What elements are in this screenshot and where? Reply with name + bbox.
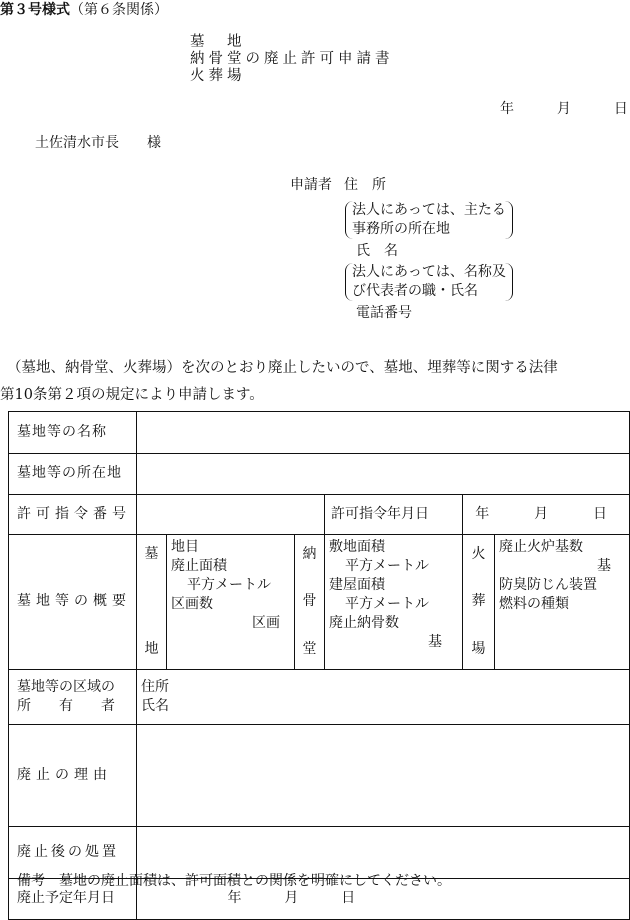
facility-location-label: 墓地等の所在地 (9, 454, 137, 495)
ossuary-vertical-top: 納 (302, 546, 317, 562)
reason-label: 廃止の理由 (9, 725, 137, 827)
cemetery-details[interactable] (167, 535, 295, 670)
crematorium-deodorizer: 防臭防じん装置 (499, 577, 597, 593)
address-note-line1: 法人にあっては、主たる (352, 202, 506, 218)
facility-name-label: 墓地等の名称 (9, 412, 137, 454)
address-note (345, 201, 513, 239)
table-row (9, 412, 630, 454)
crematorium-vertical-mid: 葬 (471, 593, 486, 610)
footnote: 備考 墓地の廃止面積は、許可面積との関係を明確にしてください。 (17, 873, 451, 889)
scheduled-date-year: 年 (227, 890, 242, 907)
ossuary-count-unit: 基 (428, 634, 442, 650)
article-reference: （第６条関係） (70, 2, 168, 18)
applicant-name-label: 氏 名 (356, 243, 398, 259)
name-note-line1: 法人にあっては、名称及 (352, 264, 506, 280)
owner-name-label: 氏名 (141, 698, 169, 714)
title-line-main: 納骨堂の廃止許可申請書 (190, 51, 394, 67)
scheduled-date-day: 日 (341, 890, 356, 907)
form-header (0, 2, 168, 20)
cemetery-abolished-area: 廃止面積 (171, 558, 227, 574)
applicant-address-label: 住 所 (344, 177, 386, 193)
scheduled-date-month: 月 (284, 890, 299, 907)
ossuary-details[interactable] (325, 535, 463, 670)
crematorium-vertical-bottom: 場 (471, 640, 486, 657)
date-day: 日 (613, 101, 628, 117)
applicant-label-row (290, 177, 386, 195)
cemetery-vertical-top: 墓 (144, 546, 159, 562)
name-note (345, 263, 513, 301)
permit-date-field[interactable] (463, 495, 630, 535)
overview-label: 墓地等の概要 (9, 535, 137, 670)
table-row (9, 495, 630, 535)
crematorium-fuel-type: 燃料の種類 (499, 596, 569, 612)
table-row (9, 454, 630, 495)
ossuary-site-area: 敷地面積 (329, 539, 385, 555)
date-year: 年 (500, 101, 514, 117)
table-row (9, 535, 630, 670)
scheduled-date-label: 廃止予定年月日 (9, 879, 137, 920)
table-row (9, 725, 630, 827)
facility-name-field[interactable] (137, 412, 630, 454)
crematorium-vertical-top: 火 (471, 546, 486, 562)
facility-location-field[interactable] (137, 454, 630, 495)
address-note-line2: 事務所の所在地 (352, 221, 450, 237)
ossuary-building-area-unit: 平方メートル (345, 596, 429, 612)
permit-date-year: 年 (475, 505, 490, 522)
crematorium-furnace-unit: 基 (597, 558, 612, 574)
application-date (500, 101, 628, 119)
owner-label (9, 670, 137, 725)
reason-field[interactable] (137, 725, 630, 827)
crematorium-details[interactable] (495, 535, 630, 670)
permit-number-label: 許可指令番号 (9, 495, 137, 535)
ossuary-vertical-label (295, 535, 325, 670)
ossuary-abolished-count: 廃止納骨数 (329, 615, 399, 631)
form-title (190, 34, 394, 85)
name-note-line2: び代表者の職・氏名 (352, 283, 478, 299)
owner-address-label: 住所 (141, 679, 169, 695)
table-row (9, 670, 630, 725)
applicant-label: 申請者 (290, 177, 332, 193)
ossuary-building-area: 建屋面積 (329, 577, 385, 593)
cemetery-land-category: 地目 (171, 539, 199, 555)
permit-date-month: 月 (534, 505, 549, 522)
owner-label-line1: 墓地等の区域の (17, 679, 115, 695)
owner-label-line2: 所 有 者 (17, 698, 115, 714)
table-row (9, 827, 630, 879)
body-text-line2: 第10条第２項の規定により申請します。 (0, 387, 264, 403)
title-line-crematorium: 火葬場 (190, 68, 246, 84)
addressee-name: 土佐清水市長 (35, 135, 119, 151)
body-text-line1: （墓地、納骨堂、火葬場）を次のとおり廃止したいので、墓地、埋葬等に関する法律 (7, 360, 558, 376)
date-month: 月 (556, 101, 571, 117)
cemetery-plot-count: 区画数 (171, 596, 213, 612)
form-number: 第３号様式 (0, 2, 70, 18)
crematorium-vertical-label (463, 535, 495, 670)
disposal-label: 廃止後の処置 (9, 827, 137, 879)
crematorium-furnace-count: 廃止火炉基数 (499, 539, 583, 555)
disposal-field[interactable] (137, 827, 630, 879)
applicant-phone-label: 電話番号 (356, 305, 412, 321)
addressee-honorific: 様 (147, 135, 161, 151)
cemetery-vertical-bottom: 地 (144, 640, 159, 657)
cemetery-plot-unit: 区画 (252, 615, 280, 631)
cemetery-area-unit: 平方メートル (187, 577, 271, 593)
ossuary-vertical-mid: 骨 (302, 593, 317, 610)
owner-field[interactable] (137, 670, 630, 725)
permit-date-day: 日 (593, 505, 608, 522)
application-table (8, 411, 630, 920)
cemetery-vertical-label (137, 535, 167, 670)
permit-date-label: 許可指令年月日 (325, 495, 463, 535)
ossuary-vertical-bottom: 堂 (302, 640, 317, 657)
title-line-cemetery: 墓 地 (190, 34, 246, 50)
addressee (35, 135, 161, 153)
permit-number-field[interactable] (137, 495, 325, 535)
ossuary-site-area-unit: 平方メートル (345, 558, 429, 574)
